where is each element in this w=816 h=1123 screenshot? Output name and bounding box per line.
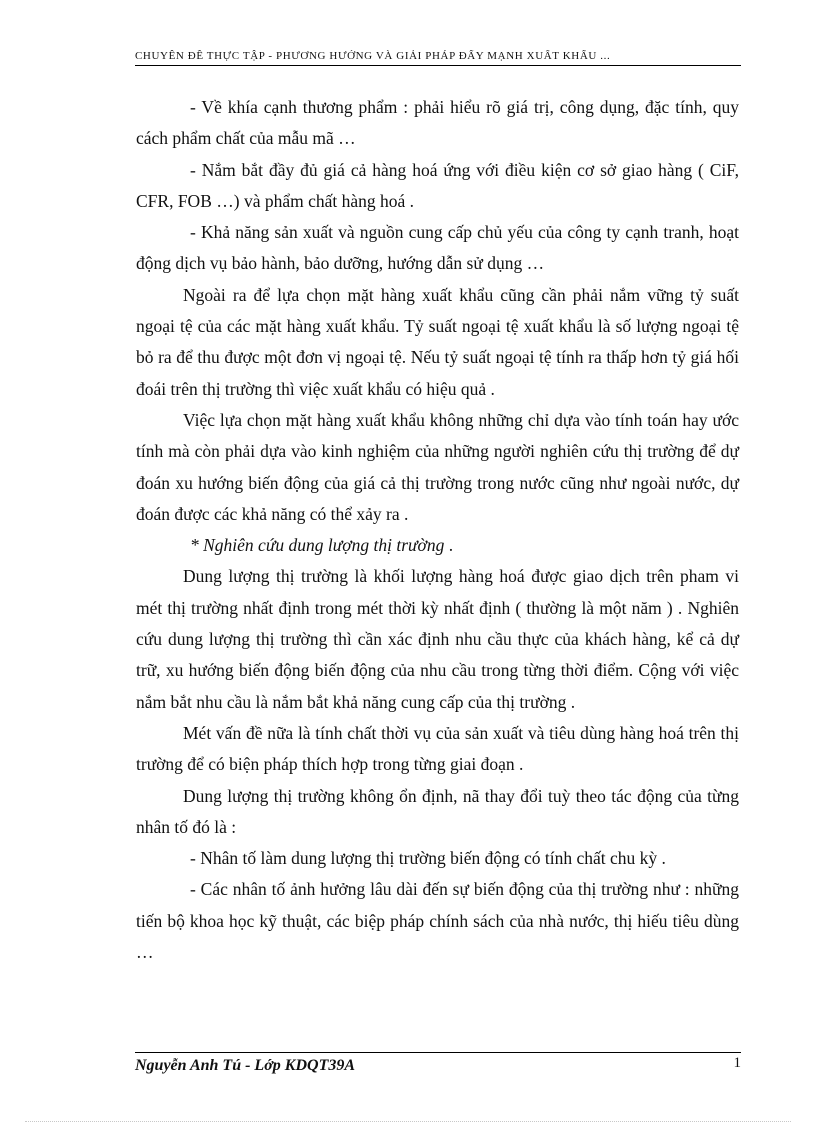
paragraph: - Nắm bắt đầy đủ giá cả hàng hoá ứng với điều kiện cơ sở giao hàng ( CiF, CFR, FOB …) và phẩm chất hàng hoá . [136,159,739,211]
document-body [136,92,739,968]
running-header: CHUYÊN ĐỀ THỰC TẬP - PHƯƠNG HƯỚNG VÀ GIẢI PHÁP ĐẨY MẠNH XUẤT KHẨU ... [135,50,611,62]
paragraph: - Các nhân tố ảnh hưởng lâu dài đến sự biến động của thị trường như : những tiến bộ khoa học kỹ thuật, các biệp pháp chính sách của nhà nước, thị hiếu tiêu dùng … [136,879,739,963]
page-bottom-border [25,1121,791,1122]
footer-author: Nguyễn Anh Tú - Lớp KDQT39A [135,1057,356,1074]
paragraph: Dung lượng thị trường là khối lượng hàng hoá được giao dịch trên pham vi mét thị trường nhất định trong mét thời kỳ nhất định ( thường là một năm ) . Nghiên cứu dung lượng thị trường thì cần xác định nhu cầu thực của khách hàng, kể cả dự trữ, xu hướng biến động biến động của nhu cầu trong từng thời điểm. Cộng với việc nắm bắt nhu cầu là nắm bắt khả năng cung cấp của thị trường . [136,566,739,712]
paragraph: - Về khía cạnh thương phẩm : phải hiểu rõ giá trị, công dụng, đặc tính, quy cách phẩm chất của mẫu mã … [136,97,739,149]
section-heading-trailing: . [444,535,454,556]
header-divider [135,65,741,66]
section-heading-text: * Nghiên cứu dung lượng thị trường [190,535,445,556]
paragraph: - Nhân tố làm dung lượng thị trường biến động có tính chất chu kỳ . [190,848,666,869]
footer-divider [135,1052,741,1053]
paragraph: - Khả năng sản xuất và nguồn cung cấp chủ yếu của công ty cạnh tranh, hoạt động dịch vụ bảo hành, bảo dưỡng, hướng dẫn sử dụng … [136,222,739,274]
paragraph: Ngoài ra để lựa chọn mặt hàng xuất khẩu cũng cần phải nắm vững tỷ suất ngoại tệ của các mặt hàng xuất khẩu. Tỷ suất ngoại tệ xuất khẩu là số lượng ngoại tệ bỏ ra để thu được một đơn vị ngoại tệ. Nếu tỷ suất ngoại tệ tính ra thấp hơn tỷ giá hối đoái trên thị trường thì việc xuất khẩu có hiệu quả . [136,284,739,399]
section-heading [136,530,739,561]
page-number: 1 [733,1055,741,1071]
paragraph: Dung lượng thị trường không ổn định, nã thay đổi tuỳ theo tác động của từng nhân tố đó là : [136,785,739,837]
paragraph: Mét vấn đề nữa là tính chất thời vụ của sản xuất và tiêu dùng hàng hoá trên thị trường để có biện pháp thích hợp trong từng giai đoạn . [136,722,739,775]
paragraph: Việc lựa chọn mặt hàng xuất khẩu không những chỉ dựa vào tính toán hay ước tính mà còn phải dựa vào kinh nghiệm của những người nghiên cứu thị trường để dự đoán xu hướng biến động của giá cả thị trường trong nước cũng như ngoài nước, dự đoán được các khả năng có thể xảy ra . [136,409,739,524]
